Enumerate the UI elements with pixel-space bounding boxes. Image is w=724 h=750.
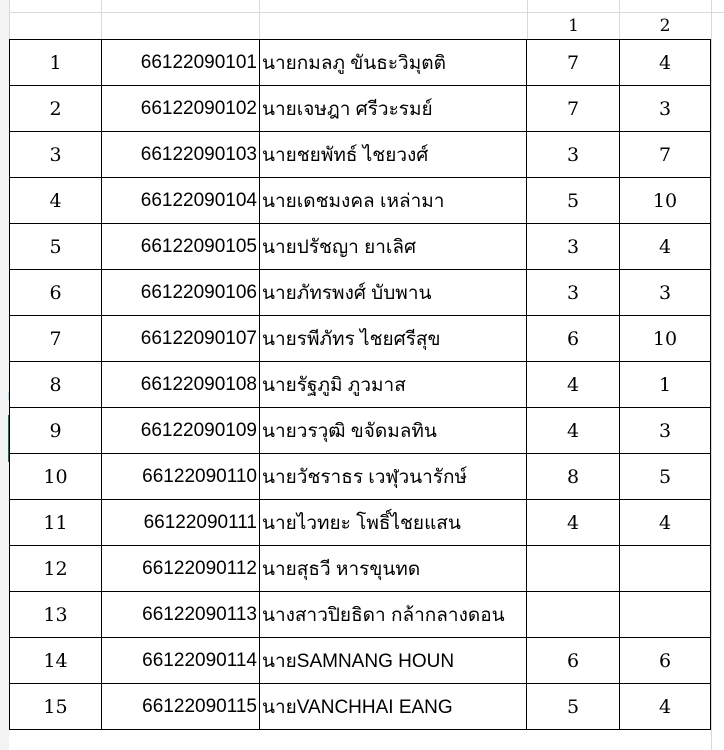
student-name-cell[interactable]: นายสุธวี หารขุนทด <box>260 546 527 592</box>
table-row <box>10 592 711 638</box>
score-1-cell[interactable]: 6 <box>527 638 620 684</box>
gridline <box>711 0 712 750</box>
table-row <box>10 638 711 684</box>
student-name-cell[interactable]: นายปรัชญา ยาเลิศ <box>260 224 527 270</box>
student-id-cell[interactable]: 66122090111 <box>102 500 260 546</box>
student-id-cell[interactable]: 66122090107 <box>102 316 260 362</box>
row-number-cell[interactable]: 14 <box>10 638 102 684</box>
score-1-cell[interactable] <box>527 592 620 638</box>
score-1-cell[interactable]: 5 <box>527 684 620 730</box>
row-number-cell[interactable]: 8 <box>10 362 102 408</box>
header-col-2[interactable]: 2 <box>659 16 671 36</box>
student-id-cell[interactable]: 66122090103 <box>102 132 260 178</box>
score-2-cell[interactable]: 7 <box>620 132 711 178</box>
table-row <box>10 454 711 500</box>
header-col-1[interactable]: 1 <box>568 16 579 36</box>
score-2-cell[interactable]: 4 <box>620 500 711 546</box>
score-2-cell[interactable]: 3 <box>620 86 711 132</box>
student-id-cell[interactable]: 66122090101 <box>102 40 260 86</box>
student-id-cell[interactable]: 66122090102 <box>102 86 260 132</box>
student-name-cell[interactable]: นายวรวุฒิ ขจัดมลทิน <box>260 408 527 454</box>
table-row <box>10 178 711 224</box>
score-1-cell[interactable]: 3 <box>527 224 620 270</box>
row-number-cell[interactable]: 4 <box>10 178 102 224</box>
table-row <box>10 546 711 592</box>
score-2-cell[interactable] <box>620 546 711 592</box>
score-1-cell[interactable]: 5 <box>527 178 620 224</box>
row-number-cell[interactable]: 6 <box>10 270 102 316</box>
table-row <box>10 224 711 270</box>
student-name-cell[interactable]: นายเดชมงคล เหล่ามา <box>260 178 527 224</box>
score-1-cell[interactable]: 6 <box>527 316 620 362</box>
score-2-cell[interactable]: 1 <box>620 362 711 408</box>
score-2-cell[interactable]: 3 <box>620 408 711 454</box>
student-name-cell[interactable]: นายVANCHHAI EANG <box>260 684 527 730</box>
row-number-cell[interactable]: 11 <box>10 500 102 546</box>
student-id-cell[interactable]: 66122090105 <box>102 224 260 270</box>
row-number-cell[interactable]: 13 <box>10 592 102 638</box>
student-name-cell[interactable]: นายวัชราธร เวฬุวนารักษ์ <box>260 454 527 500</box>
student-id-cell[interactable]: 66122090115 <box>102 684 260 730</box>
table-row <box>10 684 711 730</box>
row-number-cell[interactable]: 2 <box>10 86 102 132</box>
score-2-cell[interactable]: 6 <box>620 638 711 684</box>
header-row <box>0 0 724 38</box>
student-name-cell[interactable]: นายเจษฎา ศรีวะรมย์ <box>260 86 527 132</box>
student-id-cell[interactable]: 66122090108 <box>102 362 260 408</box>
score-1-cell[interactable] <box>527 546 620 592</box>
student-name-cell[interactable]: นางสาวปิยธิดา กล้ากลางดอน <box>260 592 527 638</box>
score-2-cell[interactable]: 10 <box>620 178 711 224</box>
score-1-cell[interactable]: 8 <box>527 454 620 500</box>
row-number-cell[interactable]: 12 <box>10 546 102 592</box>
score-1-cell[interactable]: 3 <box>527 270 620 316</box>
score-2-cell[interactable]: 10 <box>620 316 711 362</box>
score-2-cell[interactable]: 4 <box>620 40 711 86</box>
student-name-cell[interactable]: นายไวทยะ โพธิ์ไชยแสน <box>260 500 527 546</box>
student-id-cell[interactable]: 66122090109 <box>102 408 260 454</box>
student-id-cell[interactable]: 66122090106 <box>102 270 260 316</box>
student-id-cell[interactable]: 66122090114 <box>102 638 260 684</box>
table-row <box>10 86 711 132</box>
score-1-cell[interactable]: 7 <box>527 86 620 132</box>
student-id-cell[interactable]: 66122090113 <box>102 592 260 638</box>
table-row <box>10 408 711 454</box>
table-row <box>10 40 711 86</box>
table-row <box>10 270 711 316</box>
score-1-cell[interactable]: 7 <box>527 40 620 86</box>
score-1-cell[interactable]: 4 <box>527 362 620 408</box>
student-id-cell[interactable]: 66122090110 <box>102 454 260 500</box>
score-1-cell[interactable]: 3 <box>527 132 620 178</box>
row-number-cell[interactable]: 7 <box>10 316 102 362</box>
student-name-cell[interactable]: นายชยพัทธ์ ไชยวงศ์ <box>260 132 527 178</box>
student-name-cell[interactable]: นายรัฐภูมิ ภูวมาส <box>260 362 527 408</box>
table-row <box>10 316 711 362</box>
row-number-cell[interactable]: 5 <box>10 224 102 270</box>
row-number-cell[interactable]: 3 <box>10 132 102 178</box>
table-row <box>10 132 711 178</box>
student-name-cell[interactable]: นายSAMNANG HOUN <box>260 638 527 684</box>
student-id-cell[interactable]: 66122090104 <box>102 178 260 224</box>
row-number-cell[interactable]: 1 <box>10 40 102 86</box>
row-number-cell[interactable]: 9 <box>10 408 102 454</box>
student-name-cell[interactable]: นายภัทรพงศ์ บับพาน <box>260 270 527 316</box>
row-number-cell[interactable]: 15 <box>10 684 102 730</box>
student-name-cell[interactable]: นายกมลภู ขันธะวิมุตติ <box>260 40 527 86</box>
score-2-cell[interactable]: 4 <box>620 224 711 270</box>
score-1-cell[interactable]: 4 <box>527 408 620 454</box>
student-name-cell[interactable]: นายรพีภัทร ไชยศรีสุข <box>260 316 527 362</box>
table-row <box>10 362 711 408</box>
student-id-cell[interactable]: 66122090112 <box>102 546 260 592</box>
score-2-cell[interactable]: 3 <box>620 270 711 316</box>
row-number-cell[interactable]: 10 <box>10 454 102 500</box>
score-2-cell[interactable]: 5 <box>620 454 711 500</box>
score-2-cell[interactable]: 4 <box>620 684 711 730</box>
student-score-table <box>9 39 711 730</box>
score-1-cell[interactable]: 4 <box>527 500 620 546</box>
score-2-cell[interactable] <box>620 592 711 638</box>
table-row <box>10 500 711 546</box>
row-gutter <box>0 0 9 750</box>
